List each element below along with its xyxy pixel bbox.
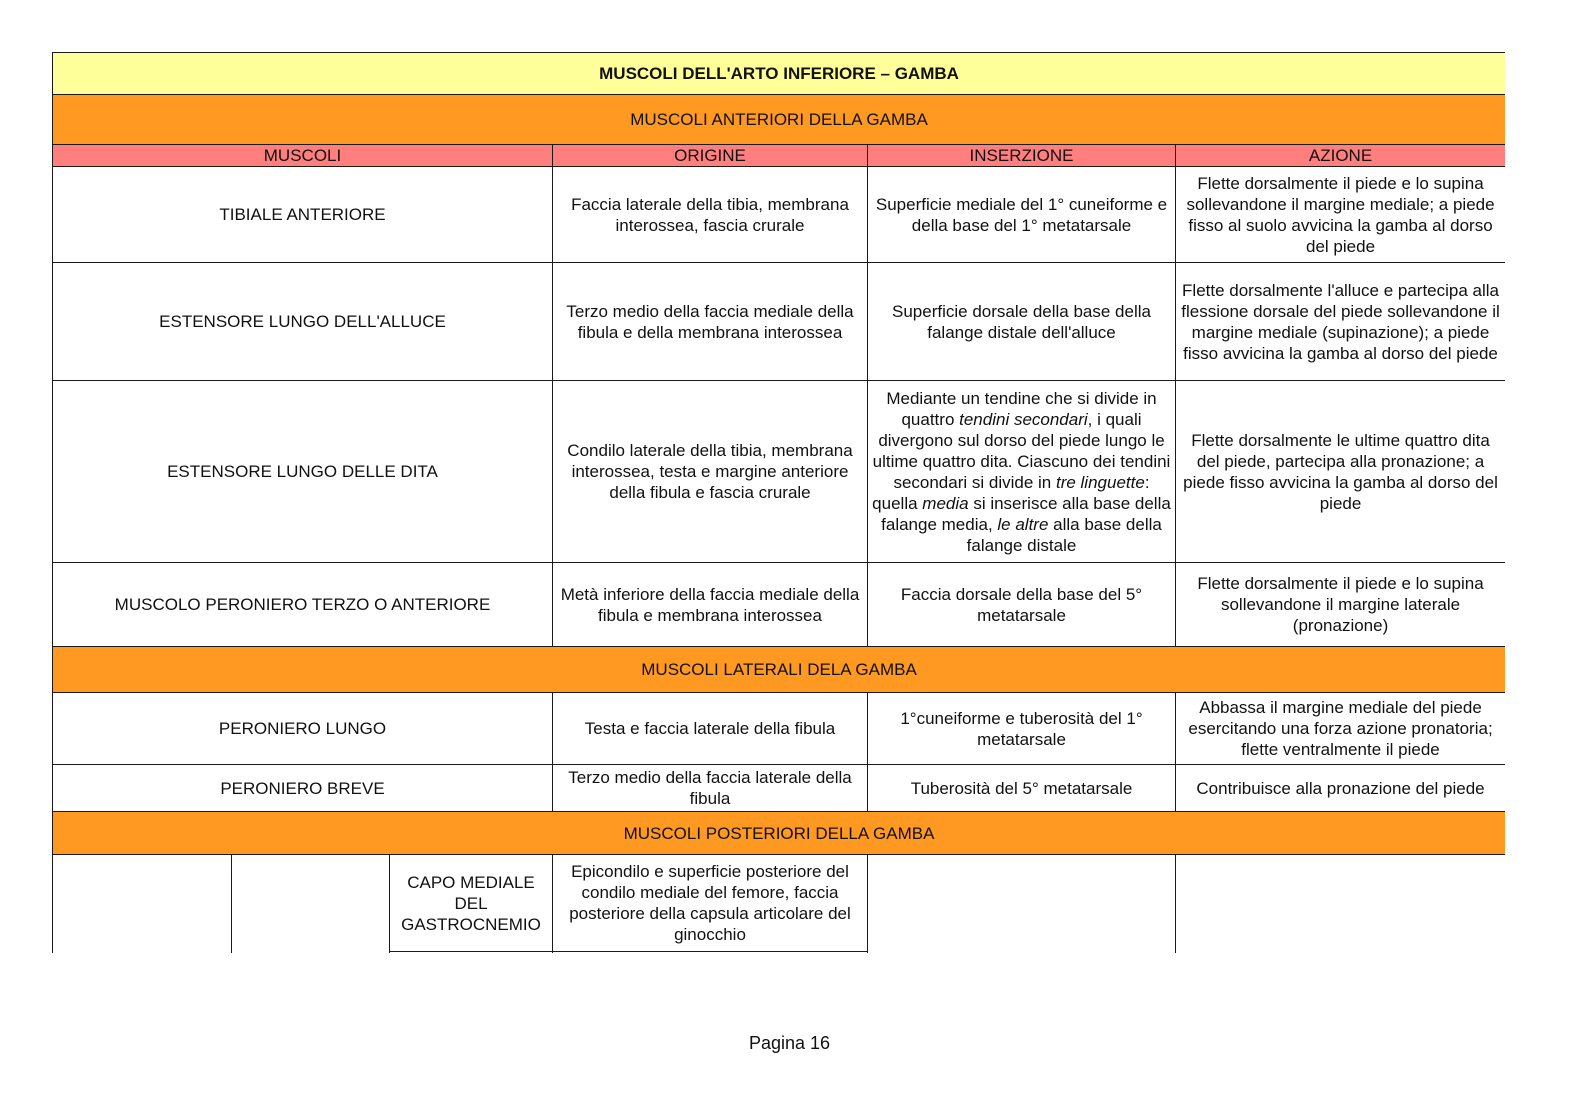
insertion-text: Mediante un tendine che si divide in quattro	[886, 388, 1157, 429]
insertion-term: le altre	[997, 514, 1049, 534]
muscle-name: PERONIERO LUNGO	[53, 693, 553, 765]
insertion-cell: Superficie dorsale della base della falange distale dell'alluce	[868, 263, 1176, 381]
section-title-posterior: MUSCOLI POSTERIORI DELLA GAMBA	[53, 812, 1506, 855]
muscle-group-cell	[53, 855, 232, 954]
muscle-name: CAPO MEDIALE DEL GASTROCNEMIO	[390, 855, 553, 952]
insertion-text: : quella	[872, 472, 1150, 513]
action-cell: Flette dorsalmente le ultime quattro dita del piede, partecipa alla pronazione; a piede fisso avvicina la gamba al dorso del piede	[1176, 381, 1506, 563]
insertion-term: tendini secondari	[959, 409, 1088, 429]
table-row	[53, 855, 1506, 952]
action-cell	[1176, 855, 1506, 954]
insertion-cell: Faccia dorsale della base del 5° metatarsale	[868, 563, 1176, 647]
origin-cell: Terzo medio della faccia laterale della fibula	[553, 765, 868, 812]
table-row	[53, 381, 1506, 563]
muscle-table-viewport	[52, 52, 1505, 953]
table-row	[53, 765, 1506, 812]
section-row-posterior	[53, 812, 1506, 855]
table-row	[53, 167, 1506, 263]
insertion-cell: 1°cuneiforme e tuberosità del 1° metatarsale	[868, 693, 1176, 765]
insertion-cell	[868, 381, 1176, 563]
origin-cell: Epicondilo e superficie posteriore del condilo mediale del femore, faccia posteriore della capsula articolare del ginocchio	[553, 855, 868, 952]
page-number: Pagina 16	[748, 1033, 831, 1053]
header-inserzione: INSERZIONE	[868, 145, 1176, 167]
origin-cell	[553, 952, 868, 954]
title-row	[53, 53, 1506, 95]
section-row-anterior	[53, 95, 1506, 145]
origin-cell: Terzo medio della faccia mediale della fibula e della membrana interossea	[553, 263, 868, 381]
muscle-name: MUSCOLO PERONIERO TERZO O ANTERIORE	[53, 563, 553, 647]
insertion-cell	[868, 855, 1176, 954]
insertion-term: media	[922, 493, 969, 513]
insertion-text: , i quali divergono sul dorso del piede lungo le ultime quattro dita. Ciascuno dei tendini secondari si divide in	[872, 409, 1171, 492]
action-cell: Contribuisce alla pronazione del piede	[1176, 765, 1506, 812]
header-row	[53, 145, 1506, 167]
table-row	[53, 263, 1506, 381]
action-cell: Abbassa il margine mediale del piede esercitando una forza azione pronatoria; flette ventralmente il piede	[1176, 693, 1506, 765]
action-cell: Flette dorsalmente il piede e lo supina sollevandone il margine mediale; a piede fisso al suolo avvicina la gamba al dorso del piede	[1176, 167, 1506, 263]
insertion-cell: Tuberosità del 5° metatarsale	[868, 765, 1176, 812]
muscle-name: ESTENSORE LUNGO DELLE DITA	[53, 381, 553, 563]
insertion-cell: Superficie mediale del 1° cuneiforme e della base del 1° metatarsale	[868, 167, 1176, 263]
insertion-text: alla base della falange distale	[966, 514, 1162, 555]
origin-cell: Testa e faccia laterale della fibula	[553, 693, 868, 765]
insertion-term: tre linguette	[1055, 472, 1145, 492]
section-title-anterior: MUSCOLI ANTERIORI DELLA GAMBA	[53, 95, 1506, 145]
section-row-lateral	[53, 647, 1506, 693]
origin-cell: Metà inferiore della faccia mediale della fibula e membrana interossea	[553, 563, 868, 647]
muscle-name: ESTENSORE LUNGO DELL'ALLUCE	[53, 263, 553, 381]
muscle-name	[390, 952, 553, 954]
table-row	[53, 693, 1506, 765]
action-cell: Flette dorsalmente l'alluce e partecipa alla flessione dorsale del piede sollevandone il margine mediale (supinazione); a piede fisso avvicina la gamba al dorso del piede	[1176, 263, 1506, 381]
origin-cell: Faccia laterale della tibia, membrana interossea, fascia crurale	[553, 167, 868, 263]
muscle-name: TIBIALE ANTERIORE	[53, 167, 553, 263]
action-cell: Flette dorsalmente il piede e lo supina sollevandone il margine laterale (pronazione)	[1176, 563, 1506, 647]
origin-cell: Condilo laterale della tibia, membrana interossea, testa e margine anteriore della fibula e fascia crurale	[553, 381, 868, 563]
muscle-table	[52, 52, 1505, 953]
table-title: MUSCOLI DELL'ARTO INFERIORE – GAMBA	[53, 53, 1506, 95]
table-row	[53, 563, 1506, 647]
header-origine: ORIGINE	[553, 145, 868, 167]
muscle-name: PERONIERO BREVE	[53, 765, 553, 812]
insertion-text: si inserisce alla base della falange media,	[881, 493, 1171, 534]
header-muscoli: MUSCOLI	[53, 145, 553, 167]
section-title-lateral: MUSCOLI LATERALI DELA GAMBA	[53, 647, 1506, 693]
header-azione: AZIONE	[1176, 145, 1506, 167]
muscle-subgroup-cell	[232, 855, 390, 954]
